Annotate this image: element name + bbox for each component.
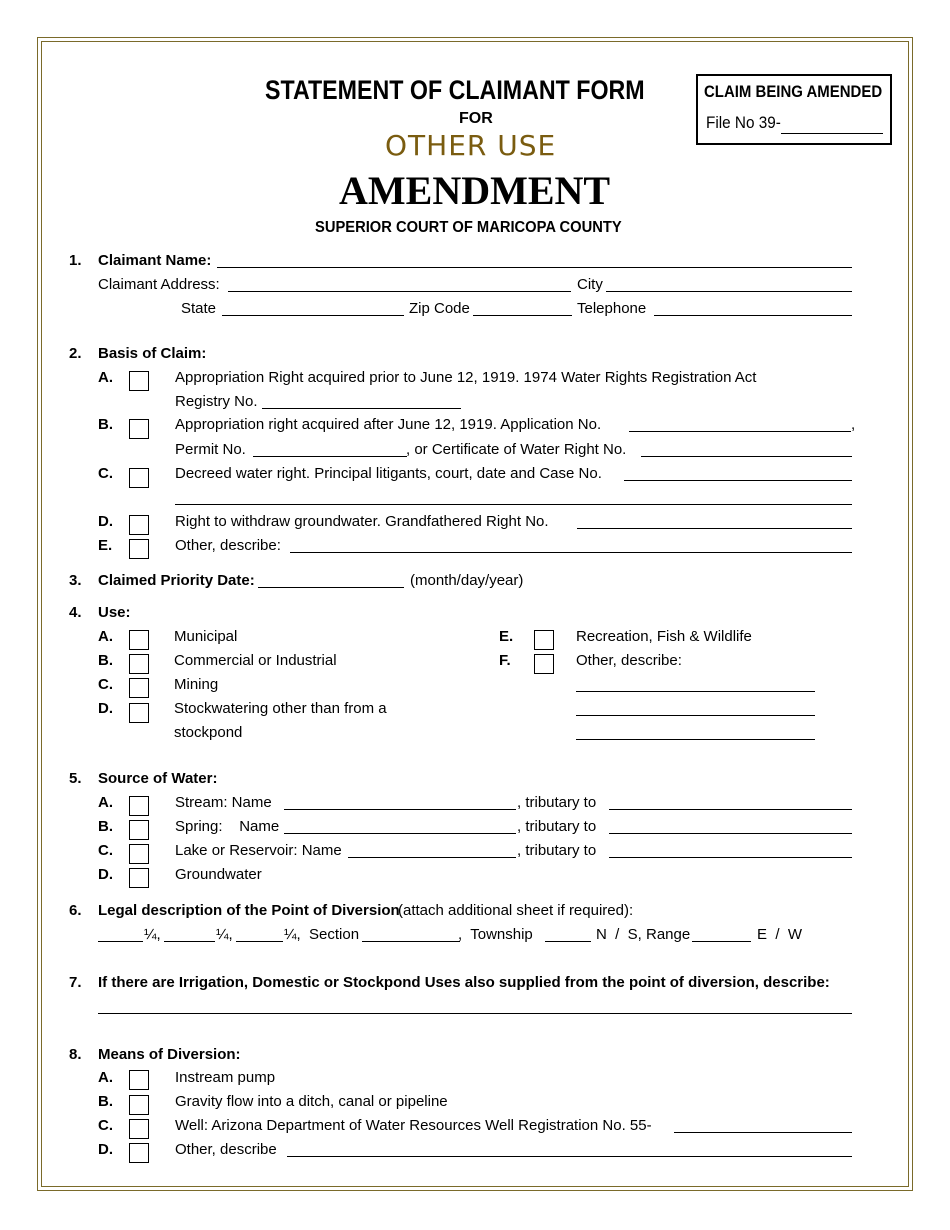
- use-d-letter: D.: [98, 700, 113, 717]
- file-no-field[interactable]: [781, 133, 883, 134]
- well-registration-field[interactable]: [674, 1132, 852, 1133]
- use-d-checkbox[interactable]: [129, 703, 149, 723]
- quarter-2-label: ¼,: [216, 926, 233, 943]
- amendment-title: AMENDMENT: [339, 168, 611, 213]
- basis-a-text: Appropriation Right acquired prior to June 12, 1919. 1974 Water Rights Registration Act: [175, 369, 757, 386]
- city-label: City: [577, 276, 603, 293]
- source-a-letter: A.: [98, 794, 113, 811]
- spring-name-field[interactable]: [284, 833, 516, 834]
- township-label: , Township: [458, 926, 533, 943]
- file-no-label: File No 39-: [706, 113, 781, 132]
- basis-b-checkbox[interactable]: [129, 419, 149, 439]
- use-f-text: Other, describe:: [576, 652, 682, 669]
- decreed-case-field[interactable]: [624, 480, 852, 481]
- source-d-checkbox[interactable]: [129, 868, 149, 888]
- means-b-text: Gravity flow into a ditch, canal or pipeline: [175, 1093, 448, 1110]
- basis-b-text: Appropriation right acquired after June 12, 1919. Application No.: [175, 416, 602, 433]
- certificate-no-field[interactable]: [641, 456, 852, 457]
- source-d-text: Groundwater: [175, 866, 262, 883]
- telephone-field[interactable]: [654, 315, 852, 316]
- range-field[interactable]: [692, 941, 751, 942]
- section-6-number: 6.: [69, 902, 82, 919]
- application-no-field[interactable]: [629, 431, 851, 432]
- basis-a-letter: A.: [98, 369, 113, 386]
- source-c-text: Lake or Reservoir: Name: [175, 842, 342, 859]
- application-comma: ,: [851, 416, 856, 433]
- use-f-letter: F.: [499, 652, 511, 669]
- other-uses-title: If there are Irrigation, Domestic or Stockpond Uses also supplied from the point of diversion, describe:: [98, 974, 830, 991]
- use-c-letter: C.: [98, 676, 113, 693]
- ns-range-label: N / S, Range: [596, 926, 691, 943]
- source-b-tributary-label: , tributary to: [517, 818, 597, 835]
- use-b-checkbox[interactable]: [129, 654, 149, 674]
- basis-d-letter: D.: [98, 513, 113, 530]
- other-uses-field[interactable]: [98, 1013, 852, 1014]
- certificate-label: , or Certificate of Water Right No.: [406, 441, 627, 458]
- priority-date-field[interactable]: [258, 587, 404, 588]
- basis-a-checkbox[interactable]: [129, 371, 149, 391]
- means-b-checkbox[interactable]: [129, 1095, 149, 1115]
- quarter-1-label: ¼,: [144, 926, 161, 943]
- use-f-checkbox[interactable]: [534, 654, 554, 674]
- means-c-letter: C.: [98, 1117, 113, 1134]
- ew-label: E / W: [757, 926, 802, 943]
- quarter-3-field[interactable]: [236, 941, 283, 942]
- source-c-letter: C.: [98, 842, 113, 859]
- means-a-text: Instream pump: [175, 1069, 276, 1086]
- permit-no-field[interactable]: [253, 456, 407, 457]
- use-e-letter: E.: [499, 628, 514, 645]
- zip-code-label: Zip Code: [409, 300, 470, 317]
- use-d-text-2: stockpond: [174, 724, 243, 741]
- means-other-field[interactable]: [287, 1156, 852, 1157]
- claim-amended-title: CLAIM BEING AMENDED: [704, 82, 883, 101]
- section-label: ¼, Section: [284, 926, 360, 943]
- registry-no-field[interactable]: [262, 408, 461, 409]
- basis-other-field[interactable]: [290, 552, 852, 553]
- use-a-checkbox[interactable]: [129, 630, 149, 650]
- means-of-diversion-title: Means of Diversion:: [98, 1046, 241, 1063]
- claimant-name-field[interactable]: [217, 267, 852, 268]
- source-of-water-title: Source of Water:: [98, 770, 218, 787]
- use-c-checkbox[interactable]: [129, 678, 149, 698]
- spring-tributary-field[interactable]: [609, 833, 852, 834]
- decreed-case-field-2[interactable]: [175, 504, 852, 505]
- permit-no-label: Permit No.: [175, 441, 246, 458]
- basis-c-checkbox[interactable]: [129, 468, 149, 488]
- form-for: FOR: [459, 110, 493, 127]
- use-d-text: Stockwatering other than from a: [174, 700, 387, 717]
- basis-d-checkbox[interactable]: [129, 515, 149, 535]
- use-type-title: OTHER USE: [385, 129, 557, 162]
- telephone-label: Telephone: [577, 300, 647, 317]
- basis-b-letter: B.: [98, 416, 113, 433]
- court-name: SUPERIOR COURT OF MARICOPA COUNTY: [315, 219, 622, 236]
- registry-no-label: Registry No.: [175, 393, 258, 410]
- basis-e-letter: E.: [98, 537, 113, 554]
- state-field[interactable]: [222, 315, 404, 316]
- state-label: State: [181, 300, 217, 317]
- means-d-letter: D.: [98, 1141, 113, 1158]
- basis-d-text: Right to withdraw groundwater. Grandfathered Right No.: [175, 513, 549, 530]
- source-a-text: Stream: Name: [175, 794, 272, 811]
- basis-c-letter: C.: [98, 465, 113, 482]
- stream-name-field[interactable]: [284, 809, 516, 810]
- section-5-number: 5.: [69, 770, 82, 787]
- lake-tributary-field[interactable]: [609, 857, 852, 858]
- section-2-number: 2.: [69, 345, 82, 362]
- quarter-1-field[interactable]: [98, 941, 143, 942]
- zip-code-field[interactable]: [473, 315, 572, 316]
- claim-amended-box: [696, 74, 892, 145]
- means-a-letter: A.: [98, 1069, 113, 1086]
- source-b-text: Spring: Name: [175, 818, 280, 835]
- use-b-text: Commercial or Industrial: [174, 652, 337, 669]
- section-field[interactable]: [362, 941, 460, 942]
- means-d-checkbox[interactable]: [129, 1143, 149, 1163]
- claimant-name-label: Claimant Name:: [98, 252, 212, 269]
- source-c-checkbox[interactable]: [129, 844, 149, 864]
- form-title: STATEMENT OF CLAIMANT FORM: [265, 75, 645, 105]
- lake-name-field[interactable]: [348, 857, 516, 858]
- use-other-field-3[interactable]: [576, 739, 815, 740]
- section-1-number: 1.: [69, 252, 82, 269]
- means-b-letter: B.: [98, 1093, 113, 1110]
- means-c-checkbox[interactable]: [129, 1119, 149, 1139]
- use-other-field-2[interactable]: [576, 715, 815, 716]
- claimant-address-field[interactable]: [228, 291, 571, 292]
- use-e-text: Recreation, Fish & Wildlife: [576, 628, 752, 645]
- basis-e-checkbox[interactable]: [129, 539, 149, 559]
- priority-date-format: (month/day/year): [410, 572, 524, 589]
- basis-e-text: Other, describe:: [175, 537, 281, 554]
- source-a-checkbox[interactable]: [129, 796, 149, 816]
- source-d-letter: D.: [98, 866, 113, 883]
- section-8-number: 8.: [69, 1046, 82, 1063]
- source-b-checkbox[interactable]: [129, 820, 149, 840]
- source-a-tributary-label: , tributary to: [517, 794, 597, 811]
- quarter-2-field[interactable]: [164, 941, 215, 942]
- means-c-text: Well: Arizona Department of Water Resources Well Registration No. 55-: [175, 1117, 652, 1134]
- priority-date-label: Claimed Priority Date:: [98, 572, 255, 589]
- section-3-number: 3.: [69, 572, 82, 589]
- section-4-number: 4.: [69, 604, 82, 621]
- township-field[interactable]: [545, 941, 591, 942]
- means-d-text: Other, describe: [175, 1141, 277, 1158]
- source-b-letter: B.: [98, 818, 113, 835]
- basis-of-claim-title: Basis of Claim:: [98, 345, 207, 362]
- use-title: Use:: [98, 604, 131, 621]
- use-a-text: Municipal: [174, 628, 238, 645]
- grandfathered-right-field[interactable]: [577, 528, 852, 529]
- use-c-text: Mining: [174, 676, 219, 693]
- stream-tributary-field[interactable]: [609, 809, 852, 810]
- legal-description-title: Legal description of the Point of Diversion: [98, 902, 400, 919]
- claimant-address-label: Claimant Address:: [98, 276, 220, 293]
- city-field[interactable]: [606, 291, 852, 292]
- use-a-letter: A.: [98, 628, 113, 645]
- use-b-letter: B.: [98, 652, 113, 669]
- section-7-number: 7.: [69, 974, 82, 991]
- means-a-checkbox[interactable]: [129, 1070, 149, 1090]
- use-e-checkbox[interactable]: [534, 630, 554, 650]
- legal-description-note: (attach additional sheet if required):: [398, 902, 634, 919]
- use-other-field-1[interactable]: [576, 691, 815, 692]
- source-c-tributary-label: , tributary to: [517, 842, 597, 859]
- basis-c-text: Decreed water right. Principal litigants, court, date and Case No.: [175, 465, 602, 482]
